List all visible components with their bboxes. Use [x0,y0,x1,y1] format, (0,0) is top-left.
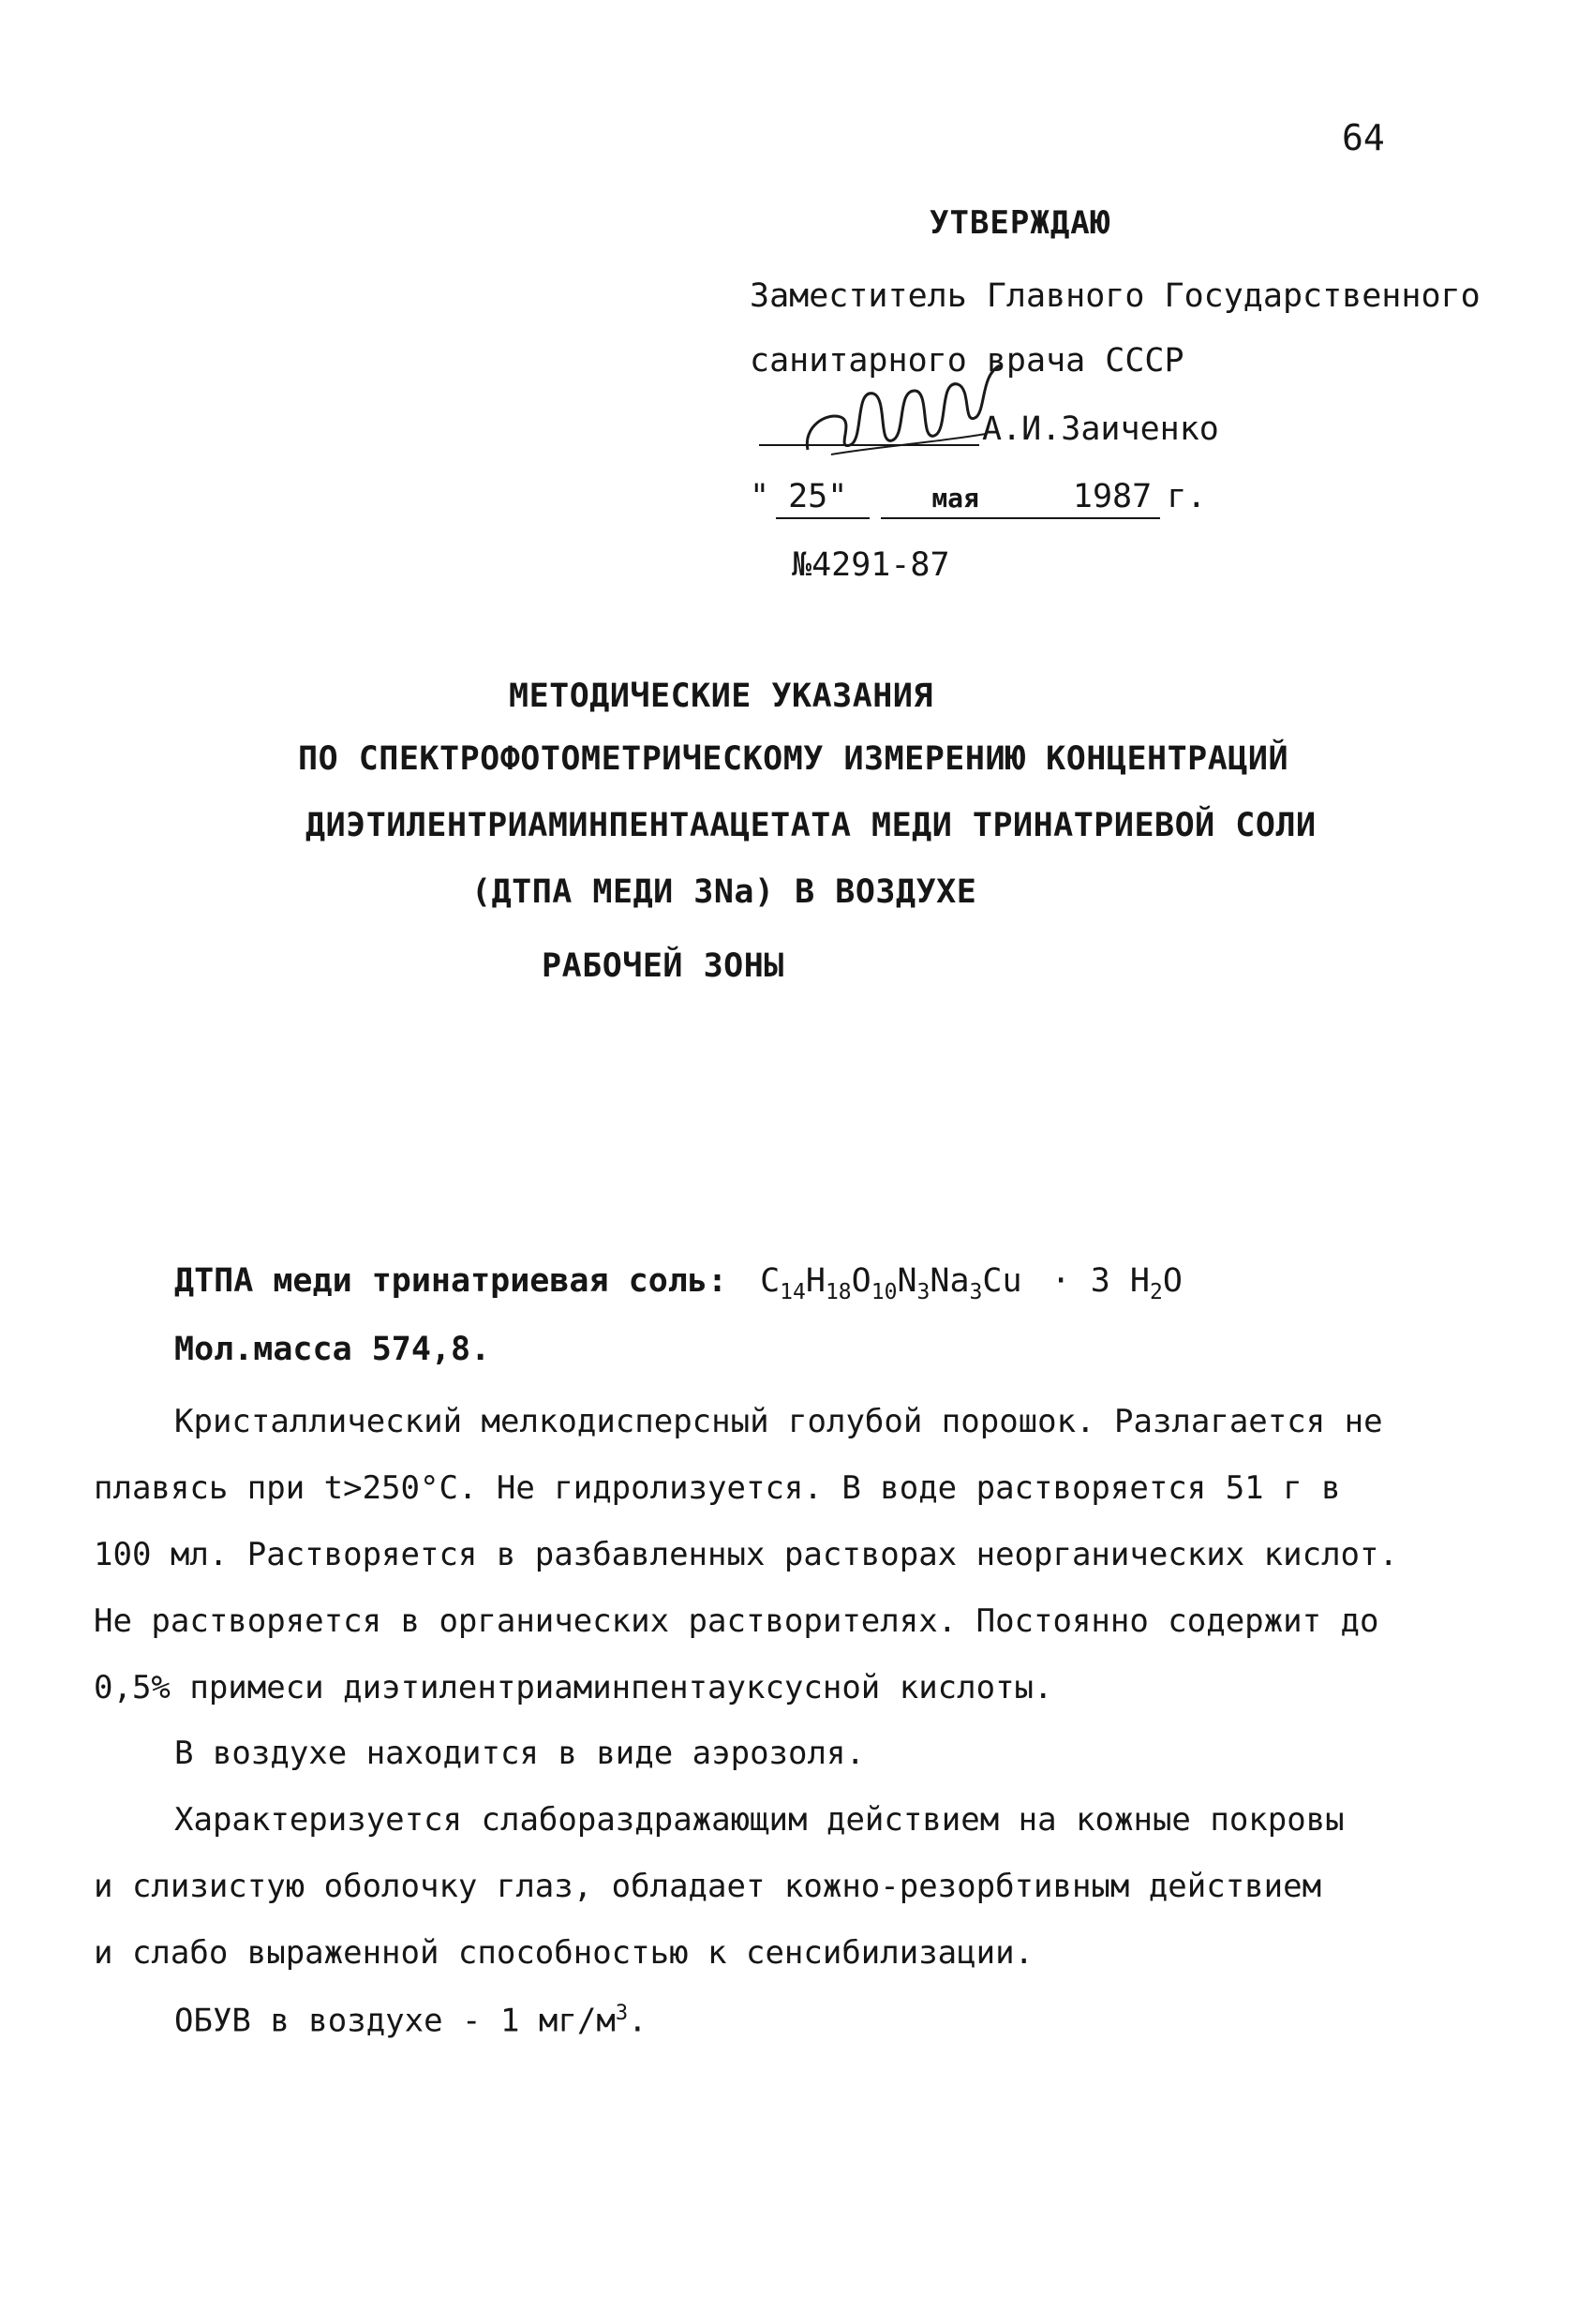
approval-name: А.И.Заиченко [982,410,1219,448]
title-line-1: МЕТОДИЧЕСКИЕ УКАЗАНИЯ [509,678,934,715]
paragraph-line: плавясь при t>250°C. Не гидролизуется. В воде растворяется 51 г в [94,1469,1341,1507]
title-line-5: РАБОЧЕЙ ЗОНЫ [542,947,784,985]
chemical-formula-line [174,1262,1183,1304]
date-day: 25 [788,478,828,515]
paragraph-line: Характеризуется слабораздражающим действием на кожные покровы [174,1801,1345,1839]
approval-title: УТВЕРЖДАЮ [930,204,1111,242]
date-year: 1987 [1072,478,1153,515]
date-month-underline [881,517,1094,519]
chemical-formula: $C_{14}H_{18}O_{10}N_3Na_3Cu \cdot 3$ $H_2O$ [760,1262,1183,1304]
title-line-3: ДИЭТИЛЕНТРИАМИНПЕНТААЦЕТАТА МЕДИ ТРИНАТРИЕВОЙ СОЛИ [305,807,1317,844]
formula-label: ДТПА меди тринатриевая соль: [174,1262,728,1300]
paragraph-line: В воздухе находится в виде аэрозоля. [174,1735,865,1772]
date-suffix: г. [1167,478,1207,515]
molar-mass: Мол.масса 574,8. [174,1331,491,1368]
exposure-limit-line: ОБУВ в воздухе - 1 $мг/м^3$. [174,2002,648,2040]
date-month: мая [931,483,979,514]
date-close-quote: " [827,478,848,515]
paragraph-line: и слабо выраженной способностью к сенсибилизации. [94,1934,1035,1972]
title-line-4: (ДТПА МЕДИ 3Na) В ВОЗДУХЕ [471,873,977,911]
paragraph-line: 0,5% примеси диэтилентриаминпентауксусной кислоты. [94,1669,1053,1706]
approval-position-line1: Заместитель Главного Государственного [750,277,1481,315]
date-day-underline [776,517,870,519]
title-line-2: ПО СПЕКТРОФОТОМЕТРИЧЕСКОМУ ИЗМЕРЕНИЮ КОНЦЕНТРАЦИЙ [298,740,1289,778]
signature-line [759,444,979,446]
handwritten-signature [798,361,1005,464]
approval-position-line2: санитарного врача СССР [750,342,1184,380]
date-open-quote: " [750,478,770,515]
paragraph-line: Кристаллический мелкодисперсный голубой порошок. Разлагается не [174,1403,1383,1440]
paragraph-line: 100 мл. Растворяется в разбавленных растворах неорганических кислот. [94,1536,1398,1573]
document-number: №4291-87 [792,546,950,584]
approval-date [750,478,1206,515]
paragraph-line: Не растворяется в органических растворителях. Постоянно содержит до [94,1602,1379,1640]
paragraph-line: и слизистую оболочку глаз, обладает кожно-резорбтивным действием [94,1868,1322,1905]
date-year-underline [1094,517,1160,519]
page-number: 64 [1342,117,1385,158]
